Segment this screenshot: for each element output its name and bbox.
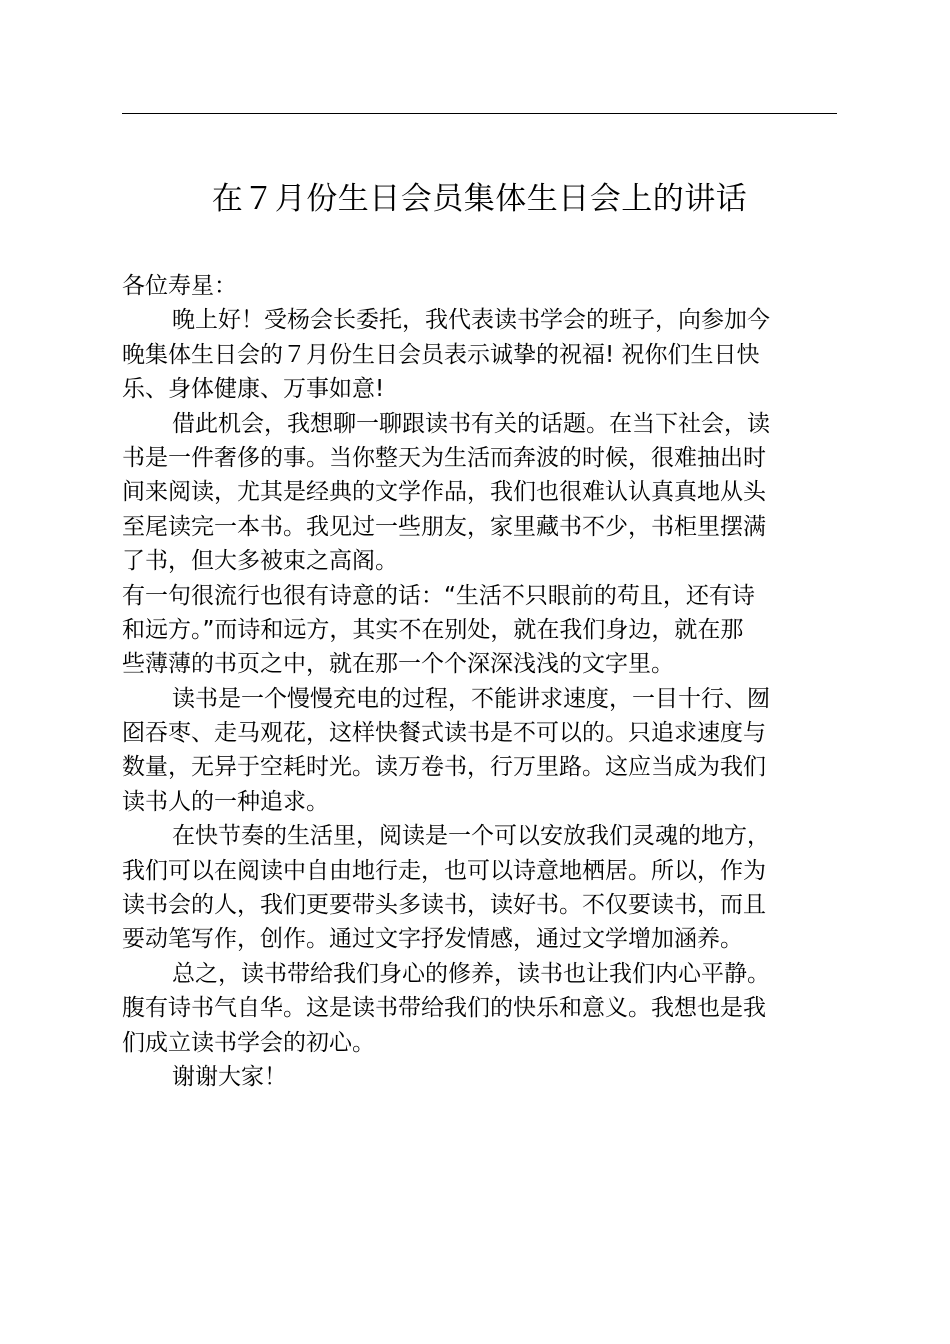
body-line: 书是一件奢侈的事。当你整天为生活而奔波的时候，很难抽出时: [122, 444, 766, 471]
body-line: 腹有诗书气自华。这是读书带给我们的快乐和意义。我想也是我: [122, 995, 766, 1022]
body-line: 我们可以在阅读中自由地行走，也可以诗意地栖居。所以，作为: [122, 857, 766, 884]
body-line: 读书人的一种追求。: [122, 788, 329, 815]
body-line: 读书会的人，我们更要带头多读书，读好书。不仅要读书，而且: [122, 892, 766, 919]
body-line: 要动笔写作，创作。通过文字抒发情感，通过文学增加涵养。: [122, 926, 743, 953]
body-line: 间来阅读，尤其是经典的文学作品，我们也很难认认真真地从头: [122, 479, 766, 506]
speech-body: [122, 269, 842, 1094]
body-line: 囵吞枣、走马观花，这样快餐式读书是不可以的。只追求速度与: [122, 720, 766, 747]
body-line: 了书，但大多被束之高阁。: [122, 548, 398, 575]
closing-line: 谢谢大家！: [172, 1063, 287, 1090]
body-line: 和远方。”而诗和远方，其实不在别处，就在我们身边，就在那: [122, 616, 744, 643]
body-line: 总之，读书带给我们身心的修养，读书也让我们内心平静。: [172, 960, 770, 987]
body-line: 读书是一个慢慢充电的过程，不能讲求速度，一目十行、囫: [172, 685, 770, 712]
salutation-line: 各位寿星：: [122, 273, 237, 299]
body-line: 们成立读书学会的初心。: [122, 1029, 375, 1056]
body-line: 数量，无异于空耗时光。读万卷书，行万里路。这应当成为我们: [122, 754, 766, 781]
body-line: 些薄薄的书页之中，就在那一个个深深浅浅的文字里。: [122, 651, 674, 678]
body-line: 晚上好！受杨会长委托，我代表读书学会的班子，向参加今: [172, 307, 770, 334]
document-title: 在７月份生日会员集体生日会上的讲话: [211, 181, 748, 217]
body-line: 借此机会，我想聊一聊跟读书有关的话题。在当下社会，读: [172, 410, 770, 437]
body-line: 乐、身体健康、万事如意!: [122, 376, 385, 403]
body-line: 在快节奏的生活里，阅读是一个可以安放我们灵魂的地方，: [172, 823, 770, 850]
body-line: 晚集体生日会的７月份生日会员表示诚挚的祝福! 祝你们生日快: [122, 341, 760, 368]
header-rule: [122, 113, 837, 114]
body-line: 有一句很流行也很有诗意的话：“生活不只眼前的苟且，还有诗: [122, 582, 755, 609]
body-line: 至尾读完一本书。我见过一些朋友，家里藏书不少，书柜里摆满: [122, 513, 766, 540]
